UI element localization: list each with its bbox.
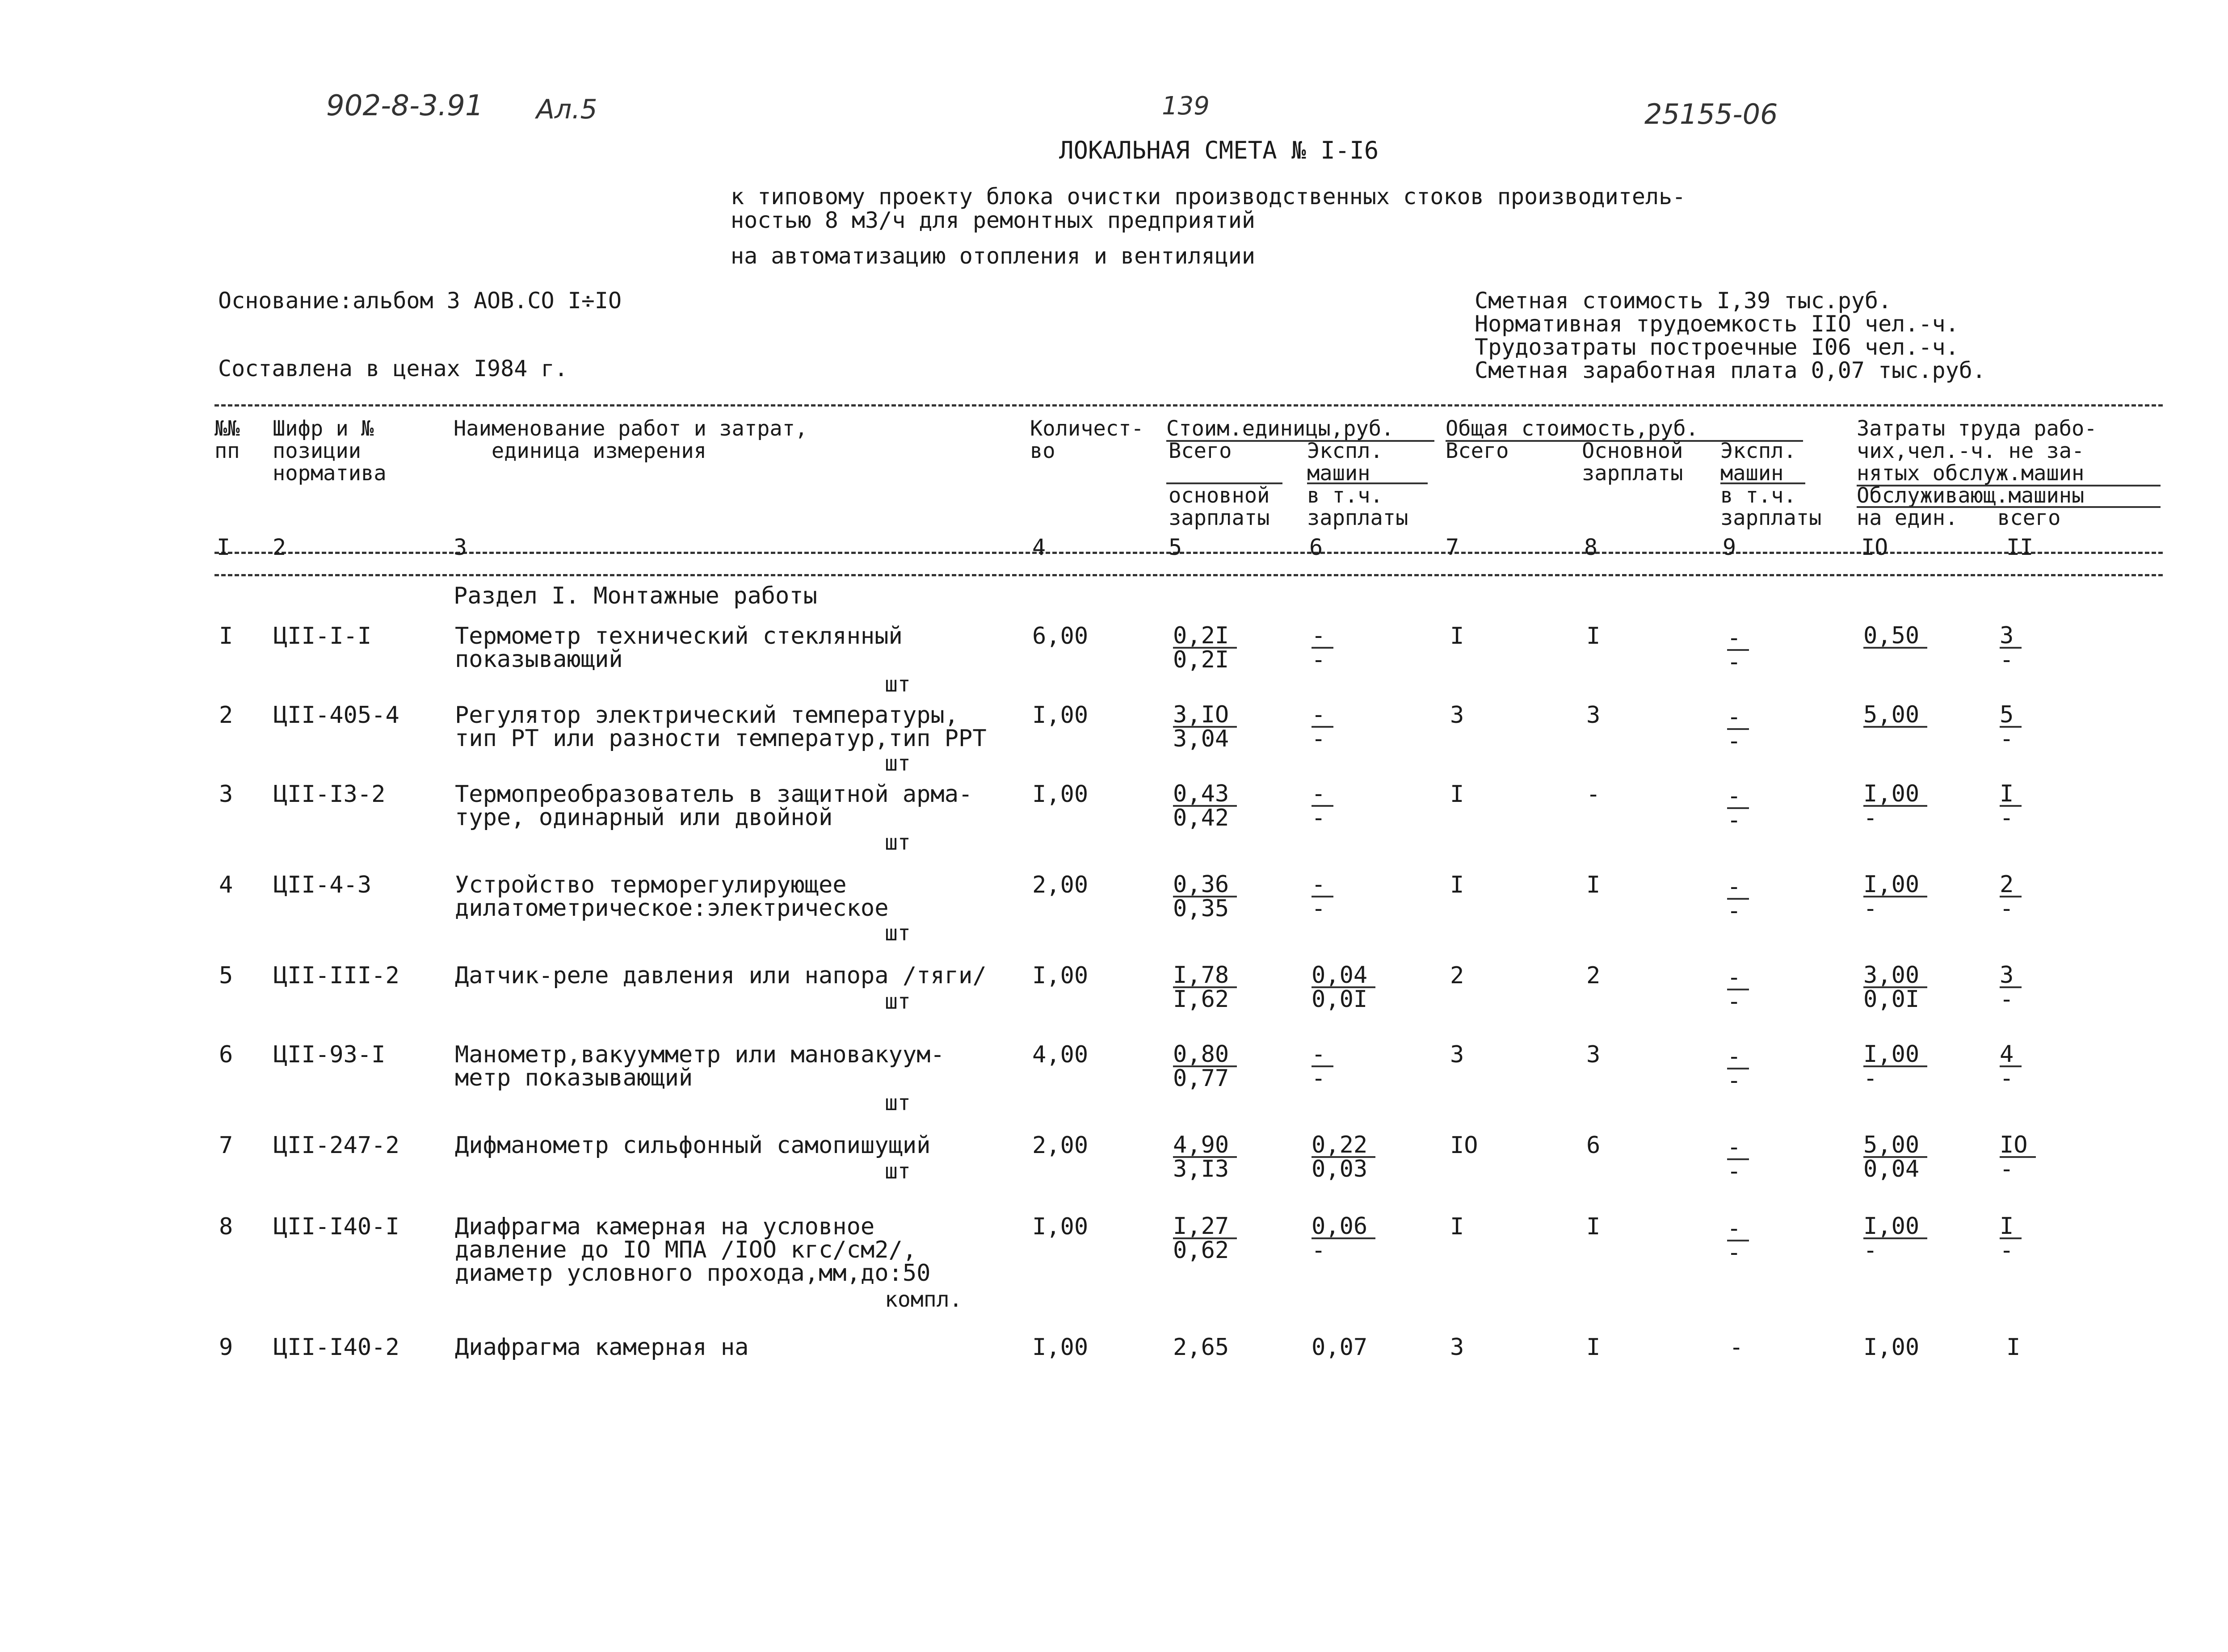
row-total-machine [1727,627,1749,673]
col-number-11: II [2006,534,2034,560]
row-unit-cost [1173,873,1237,920]
row-total-machine-bottom: - [1727,1067,1741,1094]
row-total-wage: I [1586,623,1601,650]
row-machine-cost-top: - [1312,704,1333,728]
row-labor-unit-top: 5,00 [1863,1134,1927,1158]
row-labor-unit-top: 3,00 [1863,964,1927,988]
row-number: 4 [219,872,233,898]
row-total-machine [1727,873,1749,924]
row-machine-cost-top: - [1312,625,1333,649]
document-code: 902-8-3.91 [326,89,483,122]
row-code: ЦII-93-I [273,1041,386,1068]
row-unit-cost-bottom: 3,I3 [1173,1156,1229,1182]
row-labor-total [2000,701,2022,752]
row-labor-total-bottom: - [2000,895,2014,922]
subtitle-line-3: на автоматизацию отопления и вентиляции [731,243,1255,269]
row-unit: шт [885,989,911,1014]
row-total-machine [1727,783,1749,834]
row-labor-total-top: 5 [2000,704,2022,728]
row-machine-cost-top: 0,04 [1312,964,1375,988]
row-number: 5 [219,962,233,989]
row-total-machine: - [1729,1334,1744,1361]
row-unit-cost [1173,962,1237,1013]
row-unit: шт [885,1159,911,1184]
summary-labor-site: Трудозатраты построечные I06 чел.-ч. [1475,334,1959,360]
row-total-wage: I [1586,872,1601,898]
row-unit-cost [1173,622,1237,673]
col-number-2: 2 [273,534,286,560]
row-labor-unit-top: I,00 [1863,783,1927,807]
row-total-wage: I [1586,1334,1601,1361]
row-machine-cost-top: - [1312,1043,1333,1067]
row-machine-cost: 0,07 [1312,1334,1368,1361]
header-col-8: Основной зарплаты [1582,439,1683,486]
row-total-machine-bottom: - [1727,1158,1741,1185]
row-unit: шт [885,751,911,776]
header-labor-group: Затраты труда рабо- чих,чел.-ч. не за- нятых обслуж.машин [1857,416,2097,486]
header-labor-sub: Обслуживающ.машины [1857,483,2085,508]
row-machine-cost-top: - [1312,783,1333,807]
summary-labor-norm: Нормативная трудоемкость IIO чел.-ч. [1475,311,1959,337]
row-machine-cost [1312,622,1333,673]
row-name: Манометр,вакуумметр или мановакуум- метр показывающий [455,1041,945,1091]
header-col-7: Всего [1446,439,1509,463]
header-top-rule [214,404,2163,407]
row-labor-unit [1863,962,1927,1013]
subtitle-line-1: к типовому проекту блока очистки производственных стоков производитель- [731,184,1686,210]
row-labor-total-bottom: - [2000,986,2014,1013]
row-labor-unit-top: I,00 [1863,1043,1927,1067]
row-code: ЦII-I-I [273,623,372,650]
row-number: 7 [219,1132,233,1159]
document-title: ЛОКАЛЬНАЯ СМЕТА № I-I6 [1059,136,1379,164]
row-unit: шт [885,1090,911,1115]
row-total-machine [1727,1045,1749,1092]
row-unit-cost-total: 2,65 [1173,1334,1229,1361]
row-quantity: I,00 [1032,1334,1089,1361]
row-total-wage: 6 [1586,1132,1601,1159]
row-unit: шт [885,921,911,946]
row-labor-total-bottom: - [2000,1065,2014,1092]
row-unit-cost-top: 0,36 [1173,873,1237,897]
row-labor-unit [1863,780,1927,831]
header-col-11: всего [1997,506,2061,530]
row-total-machine-top: - [1727,706,1749,730]
row-total-machine [1727,1217,1749,1264]
row-unit-cost-bottom: 0,35 [1173,895,1229,922]
row-total-machine-top: - [1727,1136,1749,1160]
row-labor-unit [1863,873,1927,920]
row-number: 2 [219,702,233,729]
row-machine-cost [1312,962,1375,1013]
row-quantity: 6,00 [1032,623,1089,650]
col-number-8: 8 [1584,534,1598,560]
row-machine-cost-bottom: - [1312,1237,1326,1264]
row-machine-cost [1312,1134,1375,1180]
row-labor-total-top: 4 [2000,1043,2022,1067]
row-number: 6 [219,1041,233,1068]
row-machine-cost [1312,873,1333,920]
row-labor-total-bottom: - [2000,646,2014,673]
row-total-machine-bottom: - [1727,1239,1741,1266]
row-total-machine-top: - [1727,876,1749,900]
row-total-cost: I [1450,1213,1464,1240]
row-unit-cost [1173,780,1237,831]
row-number: I [219,623,233,650]
row-labor-total-top: IO [2000,1134,2036,1158]
header-col-3: Наименование работ и затрат, единица измерения [454,416,808,463]
row-machine-cost [1312,701,1333,752]
row-unit: компл. [885,1287,963,1312]
row-machine-cost-bottom: - [1312,725,1326,752]
summary-wages: Сметная заработная плата 0,07 тыс.руб. [1475,357,1986,383]
row-quantity: I,00 [1032,702,1089,729]
row-machine-cost [1312,1043,1333,1090]
row-unit-cost-top: 4,90 [1173,1134,1237,1158]
row-code: ЦII-I3-2 [273,781,386,808]
row-total-cost: 3 [1450,1334,1464,1361]
row-unit-cost-top: I,27 [1173,1215,1237,1239]
row-unit-cost-bottom: I,62 [1173,986,1229,1013]
row-quantity: 2,00 [1032,872,1089,898]
row-labor-unit [1863,1043,1927,1090]
row-total-wage: - [1586,781,1601,808]
row-machine-cost-bottom: - [1312,895,1326,922]
row-unit-cost-top: 3,IO [1173,704,1237,728]
row-name: Термопреобразователь в защитной арма- туре, одинарный или двойной [455,781,973,831]
row-unit-cost-top: 0,80 [1173,1043,1237,1067]
row-total-machine-top: - [1727,785,1749,809]
row-labor-unit [1863,1134,1927,1180]
header-col-5-total: Всего [1169,439,1232,463]
row-machine-cost-bottom: - [1312,805,1326,831]
row-labor-unit [1863,701,1927,728]
row-labor-unit-bottom: 0,04 [1863,1156,1920,1182]
row-unit-cost-top: I,78 [1173,964,1237,988]
row-code: ЦII-405-4 [273,702,399,729]
row-labor-total-bottom: - [2000,1237,2014,1264]
row-name: Устройство терморегулирующее дилатометрическое:электрическое [455,872,889,922]
row-number: 8 [219,1213,233,1240]
row-unit-cost-bottom: 0,42 [1173,805,1229,831]
row-labor-total-top: I [2000,783,2022,807]
row-labor-unit: I,00 [1863,1334,1920,1361]
row-total-cost: I [1450,623,1464,650]
row-labor-total [2000,873,2022,920]
row-total-machine-bottom: - [1727,988,1741,1015]
row-code: ЦII-4-3 [273,872,372,898]
header-total-cost-group: Общая стоимость,руб. [1446,416,1698,441]
row-total-cost: IO [1450,1132,1478,1159]
row-machine-cost-top: 0,06 [1312,1215,1375,1239]
row-code: ЦII-I40-I [273,1213,399,1240]
row-unit-cost [1173,1134,1237,1180]
row-total-wage: 3 [1586,702,1601,729]
header-col-6-wage: в т.ч. зарплаты [1307,483,1408,530]
row-quantity: I,00 [1032,1213,1089,1240]
row-code: ЦII-I40-2 [273,1334,399,1361]
row-labor-total-top: 2 [2000,873,2022,897]
header-col-10: на един. [1857,506,1958,530]
row-total-cost: I [1450,872,1464,898]
row-quantity: I,00 [1032,962,1089,989]
header-col-9-wage: в т.ч. зарплаты [1720,483,1822,530]
row-unit-cost-bottom: 0,77 [1173,1065,1229,1092]
row-name: Датчик-реле давления или напора /тяги/ [455,962,987,989]
row-unit-cost-top: 0,2I [1173,625,1237,649]
col-number-6: 6 [1309,534,1323,560]
row-name: Регулятор электрический температуры, тип РТ или разности температур,тип РРТ [455,702,987,752]
col-number-3: 3 [454,534,467,560]
row-name: Диафрагма камерная на условное давление до IO МПА /IOO кгс/см2/, диаметр условного прохода,мм,до:50 [455,1213,931,1287]
row-unit-cost-bottom: 0,62 [1173,1237,1229,1264]
row-machine-cost-top: - [1312,873,1333,897]
col-number-9: 9 [1723,534,1736,560]
row-labor-unit [1863,1215,1927,1262]
row-unit-cost-bottom: 3,04 [1173,725,1229,752]
row-labor-unit-bottom: - [1863,1065,1878,1092]
row-total-machine-bottom: - [1727,649,1741,675]
header-col-5-wage: основной зарплаты [1169,483,1270,530]
row-total-machine-top: - [1727,627,1749,651]
col-number-5: 5 [1169,534,1182,560]
row-labor-total-bottom: - [2000,805,2014,831]
row-machine-cost-bottom: - [1312,1065,1326,1092]
row-total-machine-bottom: - [1727,728,1741,755]
row-machine-cost-bottom: - [1312,646,1326,673]
prices-line: Составлена в ценах I984 г. [218,356,568,382]
header-col-4: Количест- во [1030,416,1144,463]
row-labor-total-top: 3 [2000,964,2022,988]
row-machine-cost-bottom: 0,0I [1312,986,1368,1013]
row-total-cost: 2 [1450,962,1464,989]
row-total-machine-top: - [1727,1045,1749,1069]
row-code: ЦII-247-2 [273,1132,399,1159]
row-unit: шт [885,830,911,855]
row-machine-cost-bottom: 0,03 [1312,1156,1368,1182]
header-col-9-mach: Экспл. машин [1720,439,1796,486]
header-col-1: №№ пп [214,416,240,463]
row-labor-total [2000,622,2022,673]
row-labor-total [2000,780,2022,831]
row-machine-cost [1312,1215,1375,1262]
stamp-number: 25155-06 [1644,98,1778,130]
row-total-cost: 3 [1450,702,1464,729]
row-total-machine-bottom: - [1727,807,1741,834]
row-unit-cost [1173,1215,1237,1262]
header-unit-cost-group: Стоим.единицы,руб. [1166,416,1394,441]
row-total-machine [1727,966,1749,1013]
col-number-7: 7 [1446,534,1459,560]
row-total-wage: 3 [1586,1041,1601,1068]
row-total-machine-top: - [1727,1217,1749,1241]
row-quantity: 4,00 [1032,1041,1089,1068]
row-unit-cost [1173,1043,1237,1090]
row-labor-total: I [2006,1334,2021,1361]
row-labor-unit [1863,622,1927,649]
row-unit-cost-bottom: 0,2I [1173,646,1229,673]
col-number-10: IO [1861,534,1888,560]
row-labor-total-bottom: - [2000,1156,2014,1182]
row-name: Диафрагма камерная на [455,1334,749,1361]
row-total-machine [1727,704,1749,755]
row-labor-unit-bottom: - [1863,805,1878,831]
header-col-6-mach: Экспл. машин [1307,439,1383,486]
row-name: Дифманометр сильфонный самопишущий [455,1132,931,1159]
row-labor-unit-top: I,00 [1863,1215,1927,1239]
row-total-machine [1727,1134,1749,1185]
col-number-1: I [217,534,231,560]
row-labor-total [2000,1215,2022,1262]
row-total-machine-bottom: - [1727,897,1741,924]
row-labor-unit-top: I,00 [1863,873,1927,897]
page-number: 139 [1162,92,1210,121]
row-quantity: 2,00 [1032,1132,1089,1159]
row-code: ЦII-III-2 [273,962,399,989]
row-labor-total-top: 3 [2000,625,2022,649]
row-total-machine-top: - [1727,966,1749,990]
row-labor-total [2000,962,2022,1013]
row-labor-unit-bottom: - [1863,1237,1878,1264]
row-unit: шт [885,672,911,697]
row-labor-total-bottom: - [2000,725,2014,752]
header-col-2: Шифр и № позиции норматива [273,416,387,486]
row-labor-unit-bottom: 0,0I [1863,986,1920,1013]
row-labor-total [2000,1134,2036,1180]
row-total-cost: I [1450,781,1464,808]
row-labor-unit-top: 0,50 [1863,625,1927,649]
row-machine-cost-top: 0,22 [1312,1134,1375,1158]
row-unit-cost-top: 0,43 [1173,783,1237,807]
row-number: 3 [219,781,233,808]
row-labor-unit-bottom: - [1863,895,1878,922]
basis-line: Основание:альбом 3 АОВ.СО I÷IO [218,288,622,314]
row-name: Термометр технический стеклянный показывающий [455,623,903,673]
subtitle-line-2: ностью 8 м3/ч для ремонтных предприятий [731,207,1255,233]
row-labor-total [2000,1043,2022,1090]
summary-cost: Сметная стоимость I,39 тыс.руб. [1475,288,1892,314]
row-unit-cost [1173,701,1237,752]
section-title: Раздел I. Монтажные работы [454,583,817,609]
row-total-wage: 2 [1586,962,1601,989]
album-number: Ал.5 [536,94,597,125]
row-number: 9 [219,1334,233,1361]
row-labor-total-top: I [2000,1215,2022,1239]
row-quantity: I,00 [1032,781,1089,808]
row-labor-unit-top: 5,00 [1863,704,1927,728]
row-machine-cost [1312,780,1333,831]
header-bottom-rule [214,574,2163,576]
col-number-4: 4 [1032,534,1046,560]
row-total-wage: I [1586,1213,1601,1240]
row-total-cost: 3 [1450,1041,1464,1068]
